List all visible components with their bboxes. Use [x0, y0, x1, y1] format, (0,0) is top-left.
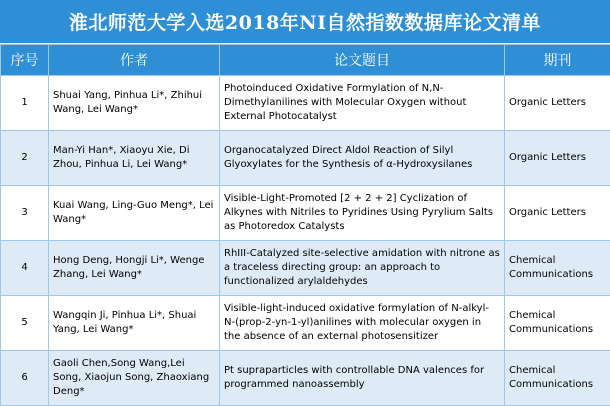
header-authors: 作者	[49, 45, 220, 76]
table-row	[1, 186, 610, 241]
row-index: 2	[1, 131, 49, 186]
page-title: 淮北师范大学入选2018年NI自然指数数据库论文清单	[0, 0, 610, 44]
row-authors: Kuai Wang, Ling-Guo Meng*, Lei Wang*	[49, 186, 220, 241]
row-paper-title: Visible-Light-Promoted [2 + 2 + 2] Cyclization of Alkynes with Nitriles to Pyridines Using Pyrylium Salts as Photoredox Catalysts	[220, 186, 505, 241]
row-journal: Chemical Communications	[505, 351, 610, 406]
table-row	[1, 351, 610, 406]
header-index: 序号	[1, 45, 49, 76]
row-journal: Organic Letters	[505, 76, 610, 131]
row-authors: Man-Yi Han*, Xiaoyu Xie, Di Zhou, Pinhua Li, Lei Wang*	[49, 131, 220, 186]
row-authors: Hong Deng, Hongji Li*, Wenge Zhang, Lei Wang*	[49, 241, 220, 296]
table-row	[1, 296, 610, 351]
row-journal: Organic Letters	[505, 186, 610, 241]
table-row	[1, 131, 610, 186]
row-paper-title: Pt supraparticles with controllable DNA valences for programmed nanoassembly	[220, 351, 505, 406]
row-index: 3	[1, 186, 49, 241]
header-paper-title: 论文题目	[220, 45, 505, 76]
paper-table	[0, 44, 610, 406]
row-index: 5	[1, 296, 49, 351]
row-paper-title: Organocatalyzed Direct Aldol Reaction of Silyl Glyoxylates for the Synthesis of α-Hydroxysilanes	[220, 131, 505, 186]
row-paper-title: Photoinduced Oxidative Formylation of N,N-Dimethylanilines with Molecular Oxygen without External Photocatalyst	[220, 76, 505, 131]
row-authors: Wangqin Ji, Pinhua Li*, Shuai Yang, Lei Wang*	[49, 296, 220, 351]
row-index: 4	[1, 241, 49, 296]
row-index: 6	[1, 351, 49, 406]
row-journal: Chemical Communications	[505, 241, 610, 296]
row-paper-title: RhIII-Catalyzed site-selective amidation with nitrone as a traceless directing group: an approach to functionalized arylaldehydes	[220, 241, 505, 296]
row-journal: Organic Letters	[505, 131, 610, 186]
row-authors: Shuai Yang, Pinhua Li*, Zhihui Wang, Lei Wang*	[49, 76, 220, 131]
row-index: 1	[1, 76, 49, 131]
table-row	[1, 76, 610, 131]
row-paper-title: Visible-light-induced oxidative formylation of N-alkyl-N-(prop-2-yn-1-yl)anilines with molecular oxygen in the absence of an external photosensitizer	[220, 296, 505, 351]
row-journal: Chemical Communications	[505, 296, 610, 351]
row-authors: Gaoli Chen,Song Wang,Lei Song, Xiaojun Song, Zhaoxiang Deng*	[49, 351, 220, 406]
header-journal: 期刊	[505, 45, 610, 76]
table-header-row	[1, 45, 610, 76]
table-row	[1, 241, 610, 296]
